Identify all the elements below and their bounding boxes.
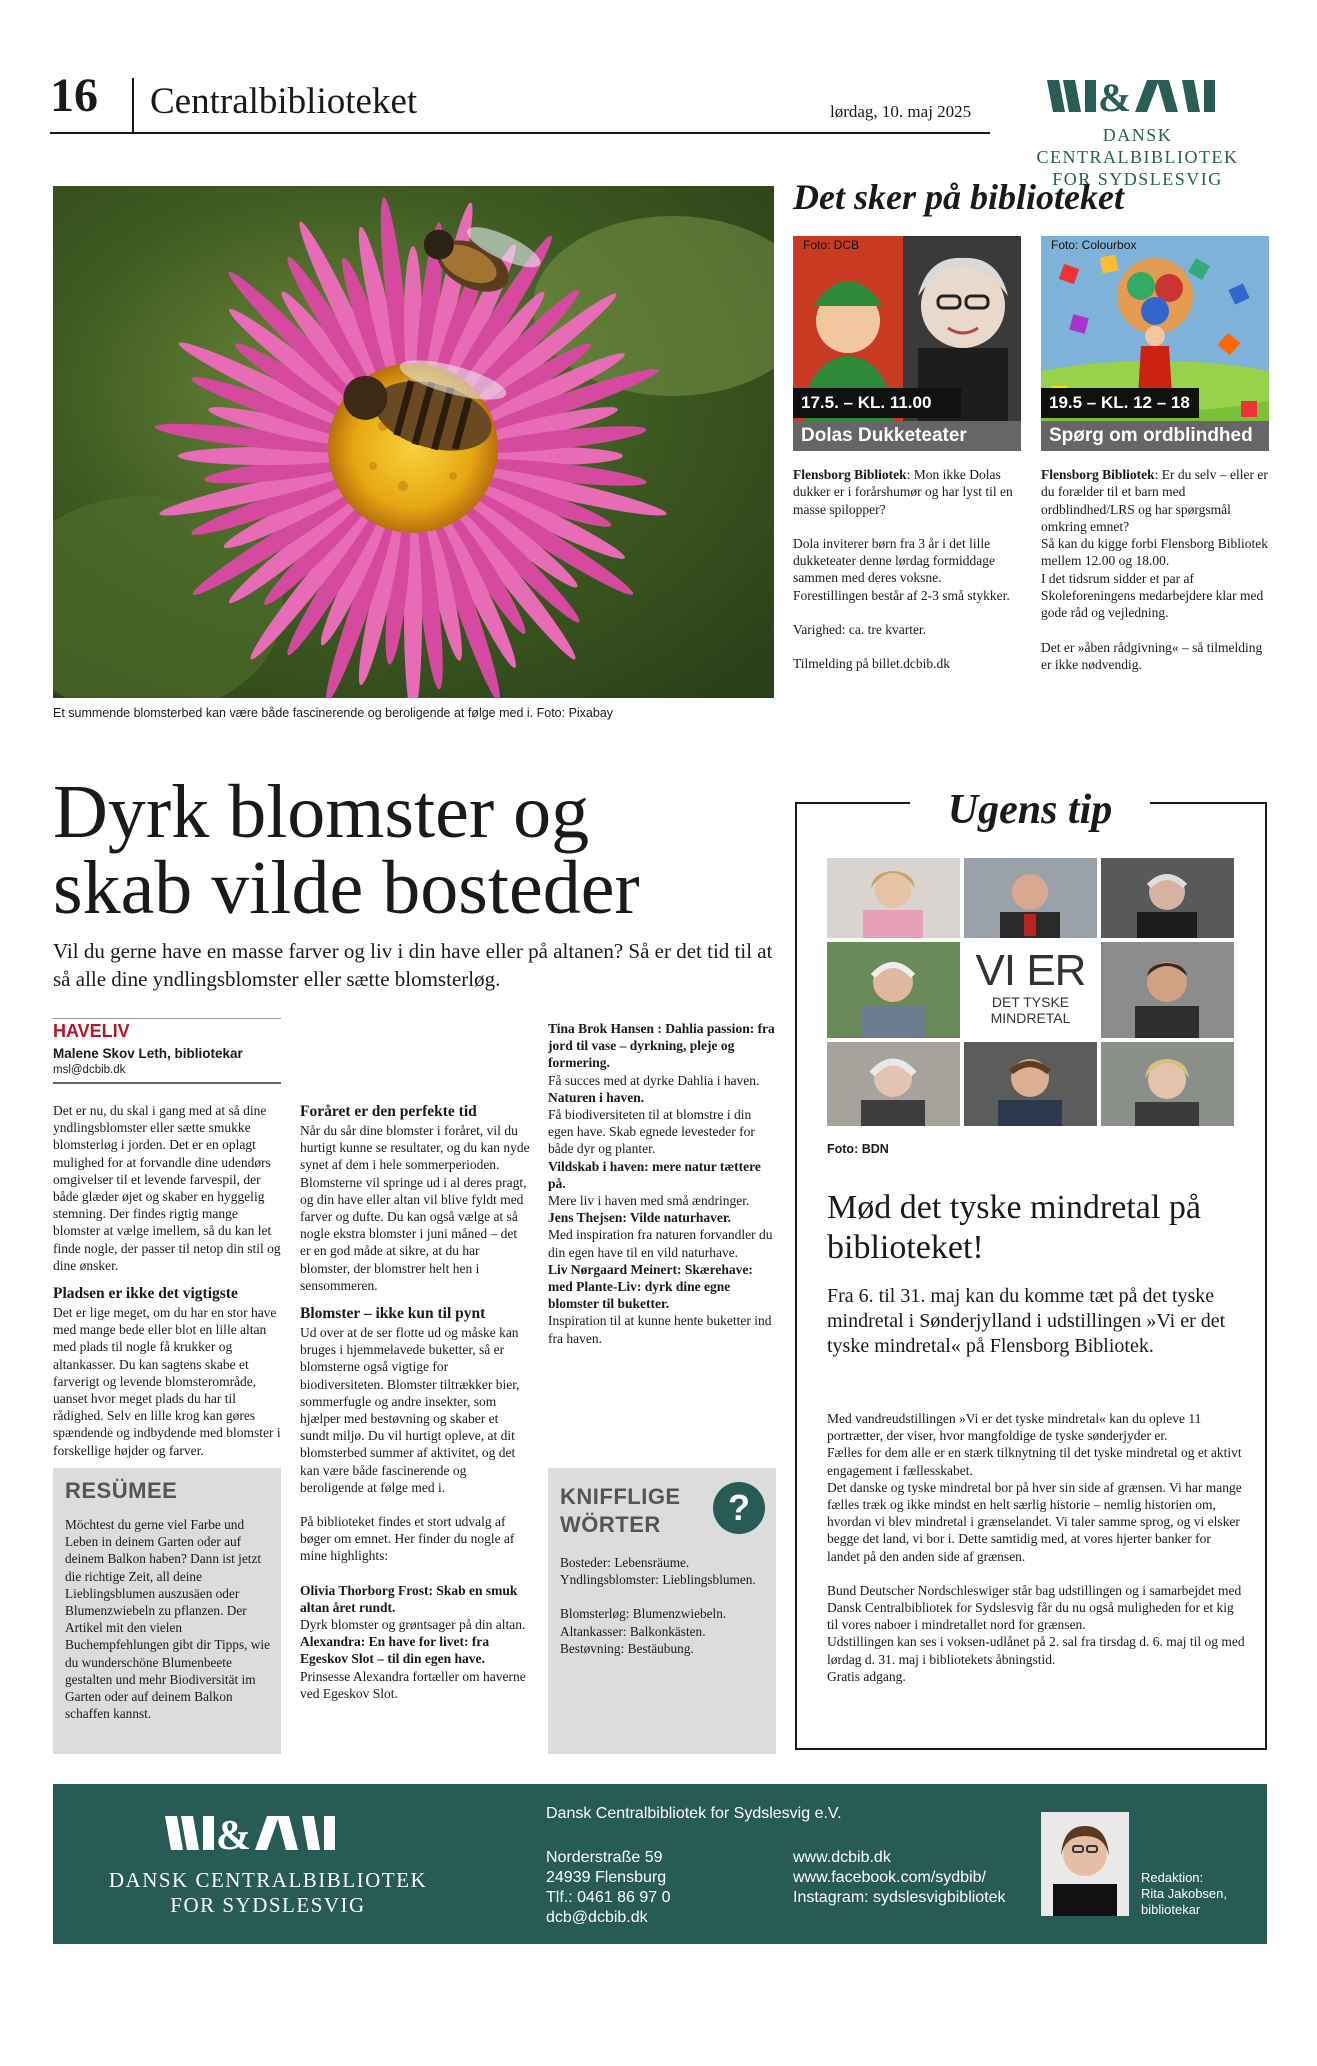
footer-street: Norderstraße 59 — [546, 1849, 663, 1866]
events-title: Det sker på biblioteket — [793, 177, 1124, 217]
tricky-words-box — [548, 1468, 776, 1754]
logo-mark — [1010, 76, 1265, 116]
event-2-time: 19.5 – KL. 12 – 18 — [1041, 388, 1199, 418]
word-danish: Bestøvning — [560, 1640, 621, 1656]
page-number: 16 — [50, 69, 98, 122]
tip-paragraph-1: Med vandreudstillingen »Vi er det tyske mindretal« kan du opleve 11 portrætter, der viser, hvor mangfoldige de tyske sønderjyder er. — [827, 1411, 1202, 1444]
editor-portrait — [1041, 1812, 1129, 1916]
footer-logo-line-2: FOR SYDSLESVIG — [170, 1893, 366, 1917]
portrait-photo — [1101, 942, 1234, 1038]
col2-paragraph-1: Når du sår dine blomster i foråret, vil du hurtigt kunne se resultater, og du kan nyde synet af dem i hele sommerperioden. Blomsterne vil springe ud i al deres pragt, og din have eller altan vil blive fyldt med farver og dufte. Du kan også vælge at så nogle ekstra blomster i juni måned – det er en god måde at sikre, at du har blomster, der blomstrer helt hen i sensommeren. — [300, 1123, 530, 1293]
summary-box — [53, 1468, 281, 1754]
exhibition-logo-small-1: DET TYSKE — [991, 994, 1070, 1010]
book-title: Alexandra: En have for livet: fra Egeskov Slot – til din egen have. — [300, 1634, 490, 1667]
book-title: Naturen i haven. — [548, 1089, 645, 1105]
col2-subheading-2: Blomster – ikke kun til pynt — [300, 1305, 486, 1323]
hero-photo-aster-with-bees — [53, 186, 774, 698]
summary-title: RESÜMEE — [65, 1478, 178, 1503]
article-column-2 — [300, 1102, 530, 1702]
event-1-body — [793, 466, 1023, 673]
footer-instagram-link[interactable]: Instagram: sydslesvigbibliotek — [793, 1889, 1006, 1906]
tip-paragraph-5: Udstillingen kan ses i voksen-udlånet på 2. sal fra tirsdag d. 6. maj til og med lørdag d. 31. maj i bibliotekets åbningstid. — [827, 1634, 1245, 1667]
book-description: Mere liv i haven med små ændringer. — [548, 1193, 750, 1209]
summary-text — [65, 1516, 271, 1722]
footer-facebook-link[interactable]: www.facebook.com/sydbib/ — [793, 1869, 986, 1886]
event-1-p2: Dola inviterer børn fra 3 år i det lille dukketeater denne lørdag formiddage sammen med deres voksne. — [793, 535, 996, 586]
header-divider — [132, 78, 134, 134]
tip-title: Ugens tip — [947, 787, 1113, 833]
event-1-name: Dolas Dukketeater — [793, 421, 1021, 451]
editor-label: Redaktion: — [1141, 1870, 1204, 1885]
footer-phone[interactable]: Tlf.: 0461 86 97 0 — [546, 1889, 671, 1906]
event-2-location: Flensborg Bibliotek — [1041, 467, 1155, 482]
portrait-grid — [827, 858, 1237, 1128]
word-danish: Yndlingsblomster — [560, 1572, 656, 1588]
book-description: Dyrk blomster og grøntsager på din altan. — [300, 1617, 526, 1633]
portrait-photo — [1101, 1042, 1234, 1126]
col2-paragraph-2: Ud over at de ser flotte ud og måske kan bruges i hjemmelavede buketter, så er blomsterne også vigtige for biodiversiteten. Blomster tiltrækker bier, sommerfugle og andre insekter, som hjælper med bestøvning og skaber et sundt miljø. Du vil hurtigt opleve, at dit blomsterbed summer af aktivitet, og det kan være både fascinerende og beroligende at følge med i. — [300, 1325, 520, 1495]
logo-line-2: FOR SYDSLESVIG — [1052, 169, 1223, 189]
headline-line-2: skab vilde bosteder — [53, 846, 640, 930]
tip-photo-credit: Foto: BDN — [827, 1142, 889, 1156]
word-german: Bestäubung. — [627, 1640, 694, 1656]
svg-text:&: & — [216, 1813, 251, 1854]
footer-links — [793, 1848, 1006, 1908]
question-icon — [713, 1482, 765, 1534]
event-1-p3: Forestillingen består af 2-3 små stykker. — [793, 587, 1010, 603]
editor-role: bibliotekar — [1141, 1902, 1201, 1917]
book-description: Få biodiversiteten til at blomstre i din egen have. Skab egnede levesteder for både dyr og planter. — [548, 1107, 755, 1157]
portrait-photo — [827, 1042, 960, 1126]
header-rule — [50, 132, 990, 134]
headline-line-1: Dyrk blomster og — [53, 770, 590, 854]
event-1-time: 17.5. – KL. 11.00 — [793, 388, 961, 418]
article-headline — [53, 770, 793, 930]
svg-text:&: & — [1098, 76, 1132, 116]
footer-editor — [1141, 1870, 1227, 1918]
word-danish: Bosteder — [560, 1555, 608, 1570]
event-2-body — [1041, 466, 1271, 673]
word-german: Lebensräume. — [614, 1555, 690, 1570]
footer-city: 24939 Flensburg — [546, 1869, 667, 1886]
exhibition-logo-small-2: MINDRETAL — [990, 1010, 1071, 1026]
event-2-p3: I det tidsrum sidder et par af Skoleforeningens medarbejdere klar med gode råd og vejledning. — [1041, 570, 1264, 621]
article-column-1 — [53, 1102, 281, 1459]
tip-paragraph-4: Bund Deutscher Nordschleswiger står bag udstillingen og i samarbejdet med Dansk Centralbibliotek for Sydslesvig får du nu også muligheden for et kig til vores naboer i mindretallet nord for grænsen. — [827, 1582, 1242, 1633]
footer-banner — [53, 1784, 1267, 1944]
word-german: Balkonkästen. — [629, 1623, 706, 1639]
word-german: Blumenzwiebeln. — [632, 1606, 727, 1622]
word-danish: Blomsterløg — [560, 1606, 626, 1622]
logo-line-1: DANSK CENTRALBIBLIOTEK — [1036, 125, 1239, 167]
footer-org-name: Dansk Centralbibliotek for Sydslesvig e.V. — [546, 1805, 842, 1822]
brand-logo[interactable] — [1010, 76, 1265, 189]
book-description: Med inspiration fra naturen forvandler du din egen have til en vild naturhave. — [548, 1227, 773, 1260]
event-1-location: Flensborg Bibliotek — [793, 467, 907, 482]
word-danish: Altankasser — [560, 1623, 623, 1639]
author-email-link[interactable]: msl@dcbib.dk — [53, 1064, 126, 1076]
tip-body — [827, 1410, 1247, 1685]
hero-caption: Et summende blomsterbed kan være både fascinerende og beroligende at følge med i. Foto: Pixabay — [53, 706, 614, 720]
book-title: Liv Nørgaard Meinert: Skærehave: med Plante-Liv: dyrk dine egne blomster til buketter. — [548, 1261, 753, 1312]
event-1-lead: : Mon ikke Dolas dukker er i forårshumør og har lyst til en masse spilopper? — [793, 467, 1013, 517]
byline-rule — [53, 1018, 281, 1019]
col1-paragraph-1: Det er nu, du skal i gang med at så dine yndlingsblomster eller sætte smukke blomsterløg i jorden. Det er en oplagt mulighed for at forvandle dine udendørs omgivelser til et levende farvespil, der både glæder øjet og skaber en hyggelig stemning. Der findes rigtig mange blomster at vælge imellem, så du kan let finde nogle, der passer til netop din stil og dine ønsker. — [53, 1103, 281, 1273]
question-icon-glyph: ? — [728, 1487, 750, 1528]
portrait-photo — [1101, 858, 1234, 938]
tip-paragraph-2: Fælles for dem alle er en stærk tilknytning til det tyske mindretal og et aktivt engagement i fællesskabet. — [827, 1445, 1242, 1478]
article-tag: HAVELIV — [53, 1021, 130, 1041]
tricky-words-list: Bosteder: Lebensräume. Yndlingsblomster: Lieblingsblumen. Blomsterløg: Blumenzwiebeln. Altankasser: Balkonkästen. Bestøvning: Bestäubung. — [560, 1555, 756, 1656]
event-1-p4: Varighed: ca. tre kvarter. — [793, 622, 927, 638]
col1-paragraph-2: Det er lige meget, om du har en stor have med mange bede eller blot en lille altan med plads til nogle få krukker og altankasser. Du kan sagtens skabe et farverigt og levende blomsterområde, uanset hvor meget plads du har til rådighed. Selv en lille krog kan gøres spændende og indbydende med blomster i forskellige højder og farver. — [53, 1305, 281, 1458]
portrait-photo — [827, 942, 960, 1038]
book-title: Jens Thejsen: Vilde naturhaver. — [548, 1210, 732, 1226]
footer-address — [546, 1848, 671, 1928]
word-german: Lieblingsblumen. — [662, 1572, 756, 1588]
portrait-photo — [964, 1042, 1097, 1126]
tip-lead: Fra 6. til 31. maj kan du komme tæt på det tyske mindretal i Sønderjylland i udstillingen »Vi er det tyske mindretal« på Flensborg Bibliotek. — [827, 1285, 1226, 1357]
book-title: Vildskab i haven: mere natur tættere på. — [548, 1158, 761, 1191]
event-2-credit: Foto: Colourbox — [1051, 238, 1137, 252]
editor-name: Rita Jakobsen, — [1141, 1886, 1227, 1901]
event-2-p4: Det er »åben rådgivning« – så tilmelding er ikke nødvendig. — [1041, 639, 1263, 672]
footer-email-link[interactable]: dcb@dcbib.dk — [546, 1909, 648, 1926]
book-description: Inspiration til at kunne hente buketter ind fra haven. — [548, 1313, 772, 1346]
event-2-p2: Så kan du kigge forbi Flensborg Bibliotek mellem 12.00 og 18.00. — [1041, 536, 1268, 569]
footer-logo-line-1: DANSK CENTRALBIBLIOTEK — [108, 1868, 428, 1892]
event-2-lead: : Er du selv – eller er du forælder til et barn med ordblindhed/LRS og har spørgsmål omkring emnet? — [1041, 467, 1268, 534]
portrait-photo — [827, 858, 960, 938]
footer-logo[interactable] — [103, 1812, 433, 1918]
tip-paragraph-6: Gratis adgang. — [827, 1668, 906, 1684]
portrait-photo — [964, 858, 1097, 938]
summary-paragraph: Möchtest du gerne viel Farbe und Leben in deinem Garten oder auf deinem Balkon haben? Dann ist jetzt die richtige Zeit, all deine Lieblingsblumen auszusäen oder Blumenzwiebeln zu pflanzen. Der Artikel mit den vielen Buchempfehlungen gibt dir Tipps, wie du wunderschöne Blumenbeete gestalten und mehr Biodiversität im Garten oder auf deinem Balkon schaffen kannst. — [65, 1517, 270, 1722]
tip-headline: Mød det tyske mindretal på biblioteket! — [827, 1189, 1201, 1266]
byline-rule-bottom — [53, 1082, 281, 1084]
book-title: Tina Brok Hansen : Dahlia passion: fra jord til vase – dyrkning, pleje og formering. — [548, 1021, 775, 1071]
event-1-credit: Foto: DCB — [803, 238, 860, 252]
article-column-3 — [548, 1020, 776, 1347]
col2-paragraph-3: På biblioteket findes et stort udvalg af bøger om emnet. Her finder du nogle af mine highlights: — [300, 1514, 515, 1564]
book-description: Få succes med at dyrke Dahlia i haven. — [548, 1072, 760, 1088]
col1-subheading: Pladsen er ikke det vigtigste — [53, 1285, 238, 1303]
event-1-signup-link[interactable]: Tilmelding på billet.dcbib.dk — [793, 656, 950, 672]
article-standfirst: Vil du gerne have en masse farver og liv i din have eller på altanen? Så er det tid til at så alle dine yndlingsblomster eller sætte blomsterløg. — [53, 939, 773, 991]
footer-web-link[interactable]: www.dcbib.dk — [793, 1849, 891, 1866]
tricky-words-title-2: WÖRTER — [560, 1512, 661, 1537]
col2-subheading-1: Foråret er den perfekte tid — [300, 1103, 477, 1120]
tricky-words-title-1: KNIFFLIGE — [560, 1484, 681, 1509]
book-description: Prinsesse Alexandra fortæller om haverne ved Egeskov Slot. — [300, 1668, 526, 1701]
issue-date: lørdag, 10. maj 2025 — [830, 102, 972, 121]
book-title: Olivia Thorborg Frost: Skab en smuk altan året rundt. — [300, 1582, 518, 1615]
tip-paragraph-3: Det danske og tyske mindretal bor på hver sin side af grænsen. Vi har mange fælles træk og ikke mindst en helt særlig historie – nemlig historien om, hvordan vi blev mindretal i grænselandet. Vi taler samme sprog, og vi elsker begge det land, vi bor i. Dette samtidig med, at vores hjerter banker for landet på den anden side af grænsen. — [827, 1479, 1242, 1564]
exhibition-logo-panel — [964, 942, 1097, 1038]
exhibition-logo-big: VI ER — [975, 946, 1086, 995]
event-2-name: Spørg om ordblindhed — [1041, 421, 1269, 451]
footer-logo-mark — [153, 1812, 383, 1854]
article-author: Malene Skov Leth, bibliotekar — [53, 1046, 243, 1061]
section-name: Centralbiblioteket — [150, 81, 418, 122]
